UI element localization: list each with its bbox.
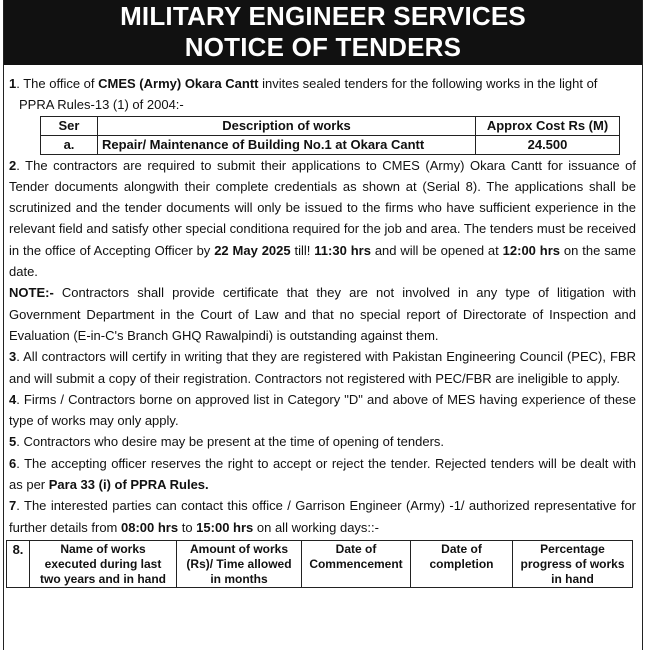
notice-body (4, 65, 642, 538)
ser-cell: a. (41, 135, 98, 154)
serial-cell: 8. (7, 540, 30, 587)
note-text: Contractors shall provide certificate that they are not involved in any type of litigation with Government Department in the Court of Law and that no special report of Directorate of Inspection and Evaluation (E-in-C's Branch GHQ Rawalpindi) is outstanding against them. (9, 285, 636, 343)
cost-cell: 24.500 (476, 135, 620, 154)
para-number: 3 (9, 349, 17, 365)
notice-header (4, 0, 642, 65)
para-text: and will be opened at (370, 242, 503, 258)
table-header-row (7, 540, 633, 587)
para-number: 5 (9, 434, 17, 450)
header-title: MILITARY ENGINEER SERVICES (120, 1, 526, 31)
para-number: 7 (9, 498, 17, 514)
para-number: 4 (9, 391, 17, 407)
para-text: . Firms / Contractors borne on approved list in Category "D" and above of MES having experience of these type of works may only apply. (9, 391, 636, 429)
para-text: . The contractors are required to submit their applications to CMES (Army) Okara Cantt for issuance of Tender documents alongwith their complete credentials as shown at (Serial 8). The applications shall be scrutinized and the tender documents will only be issued to the firms who have sufficient experience in the relevant field and satisfy other special conditiona required for the job and area. The tenders must be received in the office of Accepting Officer by (9, 157, 636, 258)
table-header-row (41, 116, 620, 135)
submission-time: 11:30 hrs (314, 242, 371, 258)
column-header: Description of works (98, 116, 476, 135)
paragraph-3 (9, 346, 636, 389)
para-text: . Contractors who desire may be present at the time of opening of tenders. (16, 434, 445, 450)
para-text: . The office of (16, 76, 99, 91)
tender-notice (3, 0, 643, 650)
credentials-table (6, 540, 633, 588)
works-table (40, 116, 620, 155)
para-text: on the same date. (9, 242, 636, 280)
para-text: . The interested parties can contact this office / Garrison Engineer (Army) -1/ authorized representative for further details from (9, 498, 636, 535)
column-header: Date of Commencement (302, 540, 411, 587)
office-hours-end: 15:00 hrs (196, 519, 254, 535)
paragraph-7 (9, 495, 636, 538)
office-hours-start: 08:00 hrs (121, 519, 179, 535)
column-header: Approx Cost Rs (M) (476, 116, 620, 135)
note-label: NOTE:- (9, 285, 54, 301)
column-header: Amount of works (Rs)/ Time allowed in months (177, 540, 302, 587)
note-paragraph (9, 282, 636, 346)
column-header: Date of completion (411, 540, 513, 587)
paragraph-1-rules: PPRA Rules-13 (1) of 2004:- (19, 97, 184, 113)
para-text: on all working days::- (253, 519, 379, 535)
table-row (41, 135, 620, 154)
paragraph-4 (9, 389, 636, 432)
para-text: to (178, 519, 197, 535)
paragraph-5 (9, 431, 636, 452)
column-header: Percentage progress of works in hand (513, 540, 633, 587)
column-header: Name of works executed during last two years and in hand (30, 540, 177, 587)
para-text: . All contractors will certify in writing that they are registered with Pakistan Engineering Council (PEC), FBR and will submit a copy of their registration. Contractors not registered with PEC/FBR are ineligible to apply. (9, 349, 636, 386)
para-number: 1 (9, 76, 17, 91)
paragraph-2 (9, 155, 636, 283)
header-subtitle: NOTICE OF TENDERS (184, 32, 462, 62)
para-text: . The accepting officer reserves the right to accept or reject the tender. Rejected tenders will be dealt with as per (9, 455, 636, 493)
office-name: CMES (Army) Okara Cantt (98, 76, 259, 91)
description-cell: Repair/ Maintenance of Building No.1 at Okara Cantt (98, 135, 476, 154)
closing-date: 22 May 2025 (214, 242, 291, 258)
para-text: till! (290, 242, 315, 258)
para-text: invites sealed tenders for the following works in the light of (258, 76, 598, 91)
para-number: 6 (9, 455, 17, 471)
opening-time: 12:00 hrs (502, 242, 561, 258)
paragraph-1 (9, 73, 636, 94)
paragraph-6 (9, 453, 636, 496)
para-number: 2 (9, 157, 17, 173)
rule-reference: Para 33 (i) of PPRA Rules. (48, 477, 209, 493)
column-header: Ser (41, 116, 98, 135)
